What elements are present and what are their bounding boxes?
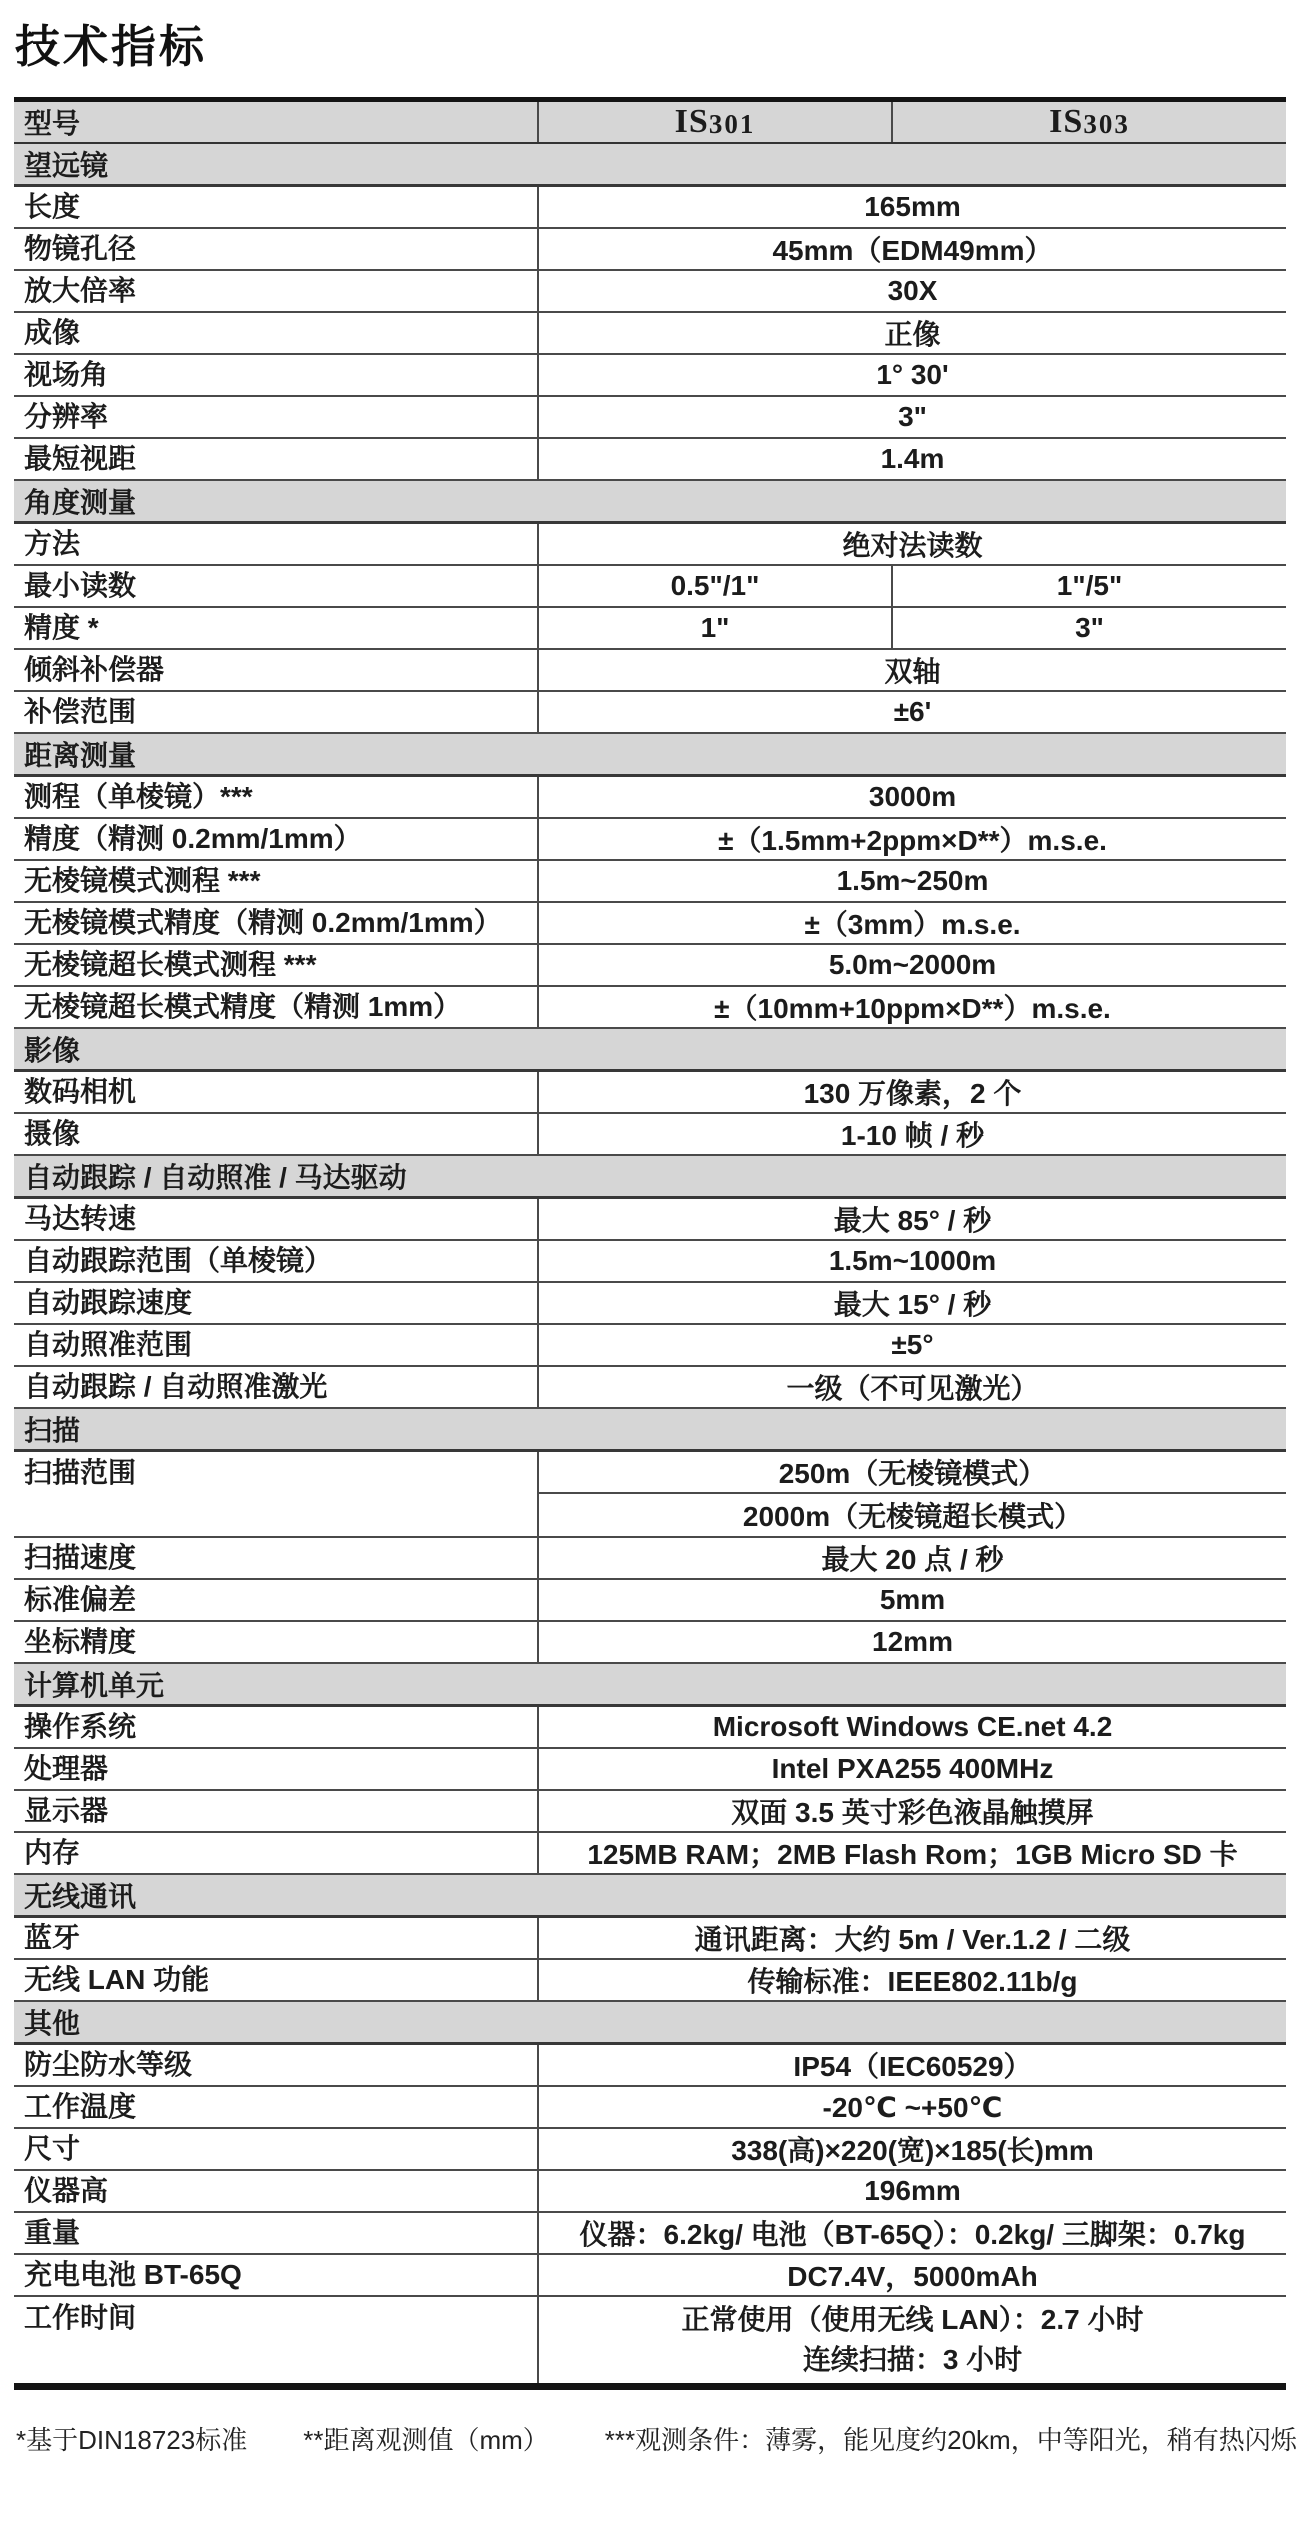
section-header-row xyxy=(14,2002,1286,2045)
spec-label-text: 分辨率 xyxy=(24,401,109,432)
page-title: 技术指标 xyxy=(15,21,208,72)
spec-label xyxy=(14,945,537,985)
spec-value: 3000m xyxy=(537,777,1286,817)
spec-value: 5.0m~2000m xyxy=(537,945,1286,985)
spec-row xyxy=(14,2045,1286,2087)
footnotes xyxy=(16,2420,1301,2457)
spec-label-text: 长度 xyxy=(24,191,81,222)
spec-label xyxy=(14,566,537,606)
spec-row xyxy=(14,2297,1286,2383)
spec-label-text: 无线 LAN 功能 xyxy=(24,1964,210,1995)
spec-row xyxy=(14,1367,1286,1409)
spec-label-text: 蓝牙 xyxy=(24,1922,81,1953)
spec-row xyxy=(14,2087,1286,2129)
spec-label-text: 视场角 xyxy=(24,359,109,390)
spec-row xyxy=(14,1283,1286,1325)
spec-row xyxy=(14,229,1286,271)
spec-value: 165mm xyxy=(537,187,1286,227)
spec-label-text: 内存 xyxy=(24,1837,81,1868)
section-header-row xyxy=(14,1029,1286,1072)
spec-label-text: 无棱镜超长模式精度（精测 1mm） xyxy=(24,991,462,1022)
spec-value-is303: 3" xyxy=(891,608,1286,648)
footnote-accuracy-standard: *基于DIN18723标准 xyxy=(16,2425,248,2455)
spec-value: 1.4m xyxy=(537,439,1286,479)
spec-label-text: 成像 xyxy=(24,317,81,348)
model-column-is303 xyxy=(891,102,1286,142)
spec-row xyxy=(14,187,1286,229)
spec-row xyxy=(14,608,1286,650)
spec-row xyxy=(14,566,1286,608)
spec-label-text: 精度（精测 0.2mm/1mm） xyxy=(24,823,362,854)
section-header-row xyxy=(14,1409,1286,1452)
section-header-row xyxy=(14,1875,1286,1918)
spec-label xyxy=(14,650,537,690)
spec-label xyxy=(14,1538,537,1578)
spec-label-text: 摄像 xyxy=(24,1118,81,1149)
spec-row xyxy=(14,524,1286,566)
spec-value: 125MB RAM；2MB Flash Rom；1GB Micro SD 卡 xyxy=(537,1833,1286,1873)
spec-row xyxy=(14,2255,1286,2297)
spec-value: ±（1.5mm+2ppm×D**）m.s.e. xyxy=(537,819,1286,859)
spec-row xyxy=(14,1114,1286,1156)
spec-label-text: 精度 * xyxy=(24,612,99,643)
table-body xyxy=(14,144,1286,2383)
spec-value: 2000m（无棱镜超长模式） xyxy=(742,1501,1083,1532)
spec-label-text: 最小读数 xyxy=(24,570,137,601)
spec-label xyxy=(14,1367,537,1407)
spec-label xyxy=(14,1707,537,1747)
spec-label xyxy=(14,2087,537,2127)
spec-label xyxy=(14,608,537,648)
spec-label-text: 重量 xyxy=(24,2217,81,2248)
spec-value-is303: 1"/5" xyxy=(891,566,1286,606)
spec-label xyxy=(14,1072,537,1112)
spec-value: 最大 15° / 秒 xyxy=(537,1283,1286,1323)
spec-row xyxy=(14,692,1286,734)
spec-value: DC7.4V，5000mAh xyxy=(537,2255,1286,2295)
spec-label-text: 自动跟踪范围（单棱镜） xyxy=(24,1245,333,1276)
spec-label xyxy=(14,271,537,311)
spec-value: ±6' xyxy=(537,692,1286,732)
spec-label-text: 马达转速 xyxy=(24,1203,137,1234)
spec-row xyxy=(14,1072,1286,1114)
spec-label-text: 操作系统 xyxy=(24,1711,137,1742)
section-header-label: 计算机单元 xyxy=(24,1670,165,1701)
spec-row xyxy=(14,1749,1286,1791)
spec-row xyxy=(14,271,1286,313)
spec-row xyxy=(14,439,1286,481)
spec-label-text: 扫描范围 xyxy=(24,1457,137,1488)
spec-label xyxy=(14,1241,537,1281)
spec-row xyxy=(14,1580,1286,1622)
spec-row xyxy=(14,313,1286,355)
spec-label-text: 处理器 xyxy=(24,1753,109,1784)
spec-row xyxy=(14,397,1286,439)
spec-row xyxy=(14,1791,1286,1833)
spec-value: 通讯距离：大约 5m / Ver.1.2 / 二级 xyxy=(537,1918,1286,1958)
spec-label xyxy=(14,2297,537,2383)
section-header-row xyxy=(14,1156,1286,1199)
spec-label-text: 无棱镜超长模式测程 *** xyxy=(24,949,317,980)
spec-value: 130 万像素，2 个 xyxy=(537,1072,1286,1112)
spec-label-text: 标准偏差 xyxy=(24,1584,137,1615)
spec-label xyxy=(14,2255,537,2295)
spec-label xyxy=(14,439,537,479)
spec-row xyxy=(14,1622,1286,1664)
spec-value: 传输标准：IEEE802.11b/g xyxy=(537,1960,1286,2000)
section-header-label: 扫描 xyxy=(24,1415,81,1446)
section-header-label: 距离测量 xyxy=(24,740,137,771)
spec-row xyxy=(14,650,1286,692)
spec-value: 仪器：6.2kg/ 电池（BT-65Q）：0.2kg/ 三脚架：0.7kg xyxy=(537,2213,1286,2253)
spec-label xyxy=(14,1452,537,1536)
spec-label xyxy=(14,229,537,269)
section-header-label: 自动跟踪 / 自动照准 / 马达驱动 xyxy=(24,1162,407,1193)
spec-row xyxy=(14,2129,1286,2171)
spec-value-multiline xyxy=(537,2297,1286,2383)
spec-label xyxy=(14,777,537,817)
spec-label-text: 工作温度 xyxy=(24,2091,137,2122)
spec-value: Intel PXA255 400MHz xyxy=(537,1749,1286,1789)
spec-label xyxy=(14,987,537,1027)
section-header-label: 角度测量 xyxy=(24,487,137,518)
spec-row xyxy=(14,987,1286,1029)
spec-label xyxy=(14,1114,537,1154)
spec-label-text: 仪器高 xyxy=(24,2175,109,2206)
spec-label xyxy=(14,1325,537,1365)
spec-value: 双面 3.5 英寸彩色液晶触摸屏 xyxy=(537,1791,1286,1831)
spec-value-line: 连续扫描：3 小时 xyxy=(802,2344,1023,2375)
spec-label xyxy=(14,355,537,395)
spec-label xyxy=(14,397,537,437)
spec-row xyxy=(14,1199,1286,1241)
spec-label-text: 自动跟踪速度 xyxy=(24,1287,193,1318)
spec-label-text: 测程（单棱镜）*** xyxy=(24,781,253,812)
footnote-distance-value: **距离观测值（mm） xyxy=(303,2425,549,2455)
spec-label xyxy=(14,1833,537,1873)
spec-row xyxy=(14,1452,1286,1538)
spec-label xyxy=(14,819,537,859)
model-prefix: IS xyxy=(674,103,709,140)
section-header-label: 无线通讯 xyxy=(24,1881,137,1912)
footnote-observation-conditions: ***观测条件：薄雾，能见度约20km，中等阳光，稍有热闪烁 xyxy=(604,2425,1297,2455)
spec-label-text: 倾斜补偿器 xyxy=(24,654,165,685)
spec-label-text: 自动跟踪 / 自动照准激光 xyxy=(24,1371,328,1402)
section-header-label: 影像 xyxy=(24,1035,81,1066)
section-header-row xyxy=(14,734,1286,777)
spec-value: 45mm（EDM49mm） xyxy=(537,229,1286,269)
model-number: 303 xyxy=(1083,108,1130,139)
section-header-label: 望远镜 xyxy=(24,150,109,181)
spec-label xyxy=(14,1199,537,1239)
model-prefix: IS xyxy=(1049,103,1084,140)
spec-row xyxy=(14,777,1286,819)
section-header-row xyxy=(14,144,1286,187)
spec-row xyxy=(14,1241,1286,1283)
spec-label-text: 数码相机 xyxy=(24,1076,137,1107)
spec-row xyxy=(14,1707,1286,1749)
spec-label-text: 最短视距 xyxy=(24,443,137,474)
spec-row xyxy=(14,2171,1286,2213)
spec-value: 250m（无棱镜模式） xyxy=(539,1452,1286,1494)
spec-label xyxy=(14,2213,537,2253)
spec-value: Microsoft Windows CE.net 4.2 xyxy=(537,1707,1286,1747)
spec-value-is301: 1" xyxy=(537,608,891,648)
spec-value: IP54（IEC60529） xyxy=(537,2045,1286,2085)
spec-table xyxy=(14,97,1286,2390)
spec-label-text: 自动照准范围 xyxy=(24,1329,193,1360)
spec-row xyxy=(14,903,1286,945)
spec-label-text: 尺寸 xyxy=(24,2133,81,2164)
spec-label-text: 坐标精度 xyxy=(24,1626,137,1657)
spec-value-line: 正常使用（使用无线 LAN）：2.7 小时 xyxy=(681,2304,1144,2335)
spec-label xyxy=(14,861,537,901)
spec-row xyxy=(14,1918,1286,1960)
spec-value-is301: 0.5"/1" xyxy=(537,566,891,606)
spec-label xyxy=(14,1622,537,1662)
table-header-row xyxy=(14,102,1286,144)
spec-value: 1.5m~250m xyxy=(537,861,1286,901)
spec-value: 1-10 帧 / 秒 xyxy=(537,1114,1286,1154)
spec-label xyxy=(14,1960,537,2000)
spec-label xyxy=(14,2045,537,2085)
section-header-row xyxy=(14,481,1286,524)
spec-value: 3" xyxy=(537,397,1286,437)
spec-value: -20℃ ~+50℃ xyxy=(537,2087,1286,2127)
spec-value: 12mm xyxy=(537,1622,1286,1662)
spec-value: 1.5m~1000m xyxy=(537,1241,1286,1281)
model-column-is301 xyxy=(537,102,891,142)
model-header-label: 型号 xyxy=(24,108,81,139)
spec-label-text: 防尘防水等级 xyxy=(24,2049,193,2080)
spec-label-text: 补偿范围 xyxy=(24,696,137,727)
spec-label xyxy=(14,313,537,353)
spec-value: ±5° xyxy=(537,1325,1286,1365)
spec-value: 196mm xyxy=(537,2171,1286,2211)
spec-row xyxy=(14,1833,1286,1875)
spec-value: 最大 20 点 / 秒 xyxy=(537,1538,1286,1578)
spec-label-text: 物镜孔径 xyxy=(24,233,137,264)
spec-label-text: 充电电池 BT-65Q xyxy=(24,2259,242,2290)
spec-label-text: 无棱镜模式精度（精测 0.2mm/1mm） xyxy=(24,907,502,938)
spec-value-stack xyxy=(537,1452,1286,1536)
spec-value: 1° 30' xyxy=(537,355,1286,395)
section-header-label: 其他 xyxy=(24,2008,81,2039)
spec-value: 绝对法读数 xyxy=(537,524,1286,564)
spec-label xyxy=(14,2129,537,2169)
spec-value: 5mm xyxy=(537,1580,1286,1620)
spec-label xyxy=(14,187,537,227)
spec-label-text: 显示器 xyxy=(24,1795,109,1826)
spec-label-text: 无棱镜模式测程 *** xyxy=(24,865,261,896)
spec-value: ±（10mm+10ppm×D**）m.s.e. xyxy=(537,987,1286,1027)
spec-row xyxy=(14,1538,1286,1580)
spec-row xyxy=(14,355,1286,397)
spec-label xyxy=(14,903,537,943)
section-header-row xyxy=(14,1664,1286,1707)
spec-label-text: 方法 xyxy=(24,528,81,559)
spec-label xyxy=(14,692,537,732)
spec-row xyxy=(14,1960,1286,2002)
spec-label xyxy=(14,2171,537,2211)
spec-value: 双轴 xyxy=(537,650,1286,690)
spec-row xyxy=(14,861,1286,903)
spec-row xyxy=(14,819,1286,861)
spec-value: 一级（不可见激光） xyxy=(537,1367,1286,1407)
spec-value: 30X xyxy=(537,271,1286,311)
spec-label-text: 工作时间 xyxy=(24,2302,137,2333)
spec-value: ±（3mm）m.s.e. xyxy=(537,903,1286,943)
spec-label xyxy=(14,1580,537,1620)
spec-label xyxy=(14,1791,537,1831)
spec-label xyxy=(14,1749,537,1789)
spec-label-text: 扫描速度 xyxy=(24,1542,137,1573)
spec-row xyxy=(14,1325,1286,1367)
spec-label xyxy=(14,524,537,564)
spec-value: 正像 xyxy=(537,313,1286,353)
spec-value: 338(高)×220(宽)×185(长)mm xyxy=(537,2129,1286,2169)
spec-value: 最大 85° / 秒 xyxy=(537,1199,1286,1239)
spec-label-text: 放大倍率 xyxy=(24,275,137,306)
spec-row xyxy=(14,2213,1286,2255)
spec-label xyxy=(14,1283,537,1323)
model-number: 301 xyxy=(708,108,756,139)
spec-row xyxy=(14,945,1286,987)
spec-label xyxy=(14,1918,537,1958)
